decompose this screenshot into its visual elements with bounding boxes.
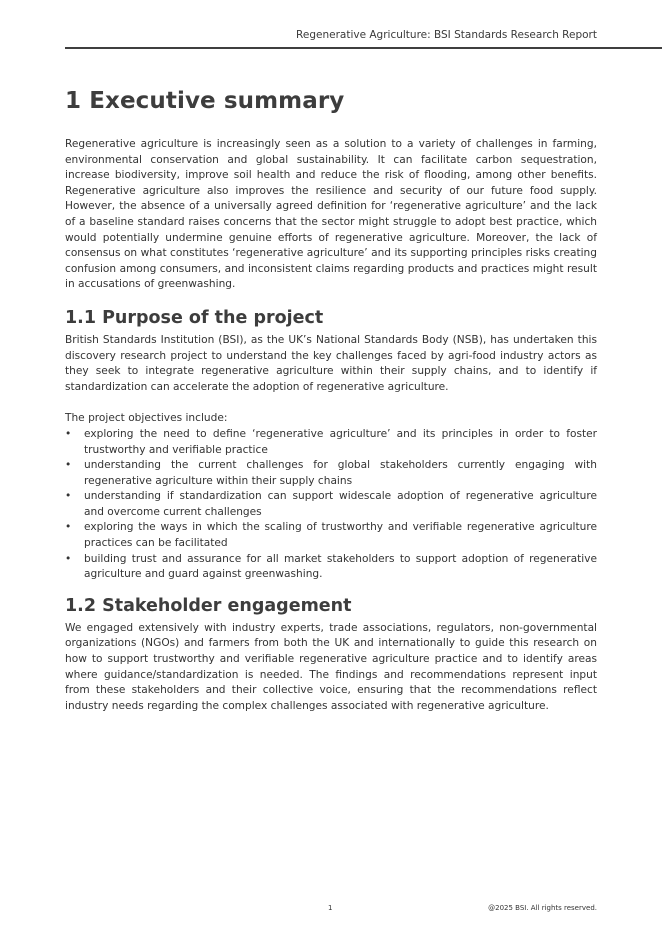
bullet-icon: • [65,552,72,565]
page-body [65,88,597,714]
stakeholder-paragraph: We engaged extensively with industry experts, trade associations, regulators, non-governmental organizations (NGOs) and farmers from both the UK and internationally to guide this research on how to support trustworthy and verifiable regenerative agriculture practice and to identify areas where guidance/standardization is needed. The findings and recommendations represent input from these stakeholders and their collective voice, ensuring that the recommendations reflect industry needs regarding the complex challenges associated with regenerative agriculture. [65,621,597,712]
section-heading-executive-summary: 1 Executive summary [65,88,345,114]
list-item-text: building trust and assurance for all market stakeholders to support adoption of regenerative agriculture and guard against greenwashing. [84,552,597,581]
executive-summary-paragraph: Regenerative agriculture is increasingly seen as a solution to a variety of challenges in farming, environmental conservation and global sustainability. It can facilitate carbon sequestration, increase biodiversity, improve soil health and reduce the risk of flooding, among other benefits. Regenerative agriculture also improves the resilience and security of our future food supply. However, the absence of a universally agreed definition for ‘regenerative agriculture’ and the lack of a baseline standard raises concerns that the sector might struggle to adopt best practice, which would potentially undermine genuine efforts of regenerative agriculture. Moreover, the lack of consensus on what constitutes ‘regenerative agriculture’ and its supporting principles risks creating confusion among consumers, and inconsistent claims regarding products and practices might result in accusations of greenwashing. [65,138,597,291]
list-item [65,427,597,458]
list-item-text: exploring the ways in which the scaling of trustworthy and verifiable regenerative agriculture practices can be facilitated [84,521,597,550]
page-number: 1 [328,904,333,912]
bullet-icon: • [65,427,72,440]
section-heading-stakeholder-engagement: 1.2 Stakeholder engagement [65,595,352,616]
list-item [65,489,597,520]
header-divider [65,47,662,49]
objectives-list [65,427,597,583]
list-item [65,458,597,489]
bullet-icon: • [65,459,72,472]
bullet-icon: • [65,490,72,503]
list-item-text: exploring the need to define ‘regenerative agriculture’ and its principles in order to foster trustworthy and verifiable practice [84,427,597,456]
list-item [65,552,597,583]
list-item-text: understanding the current challenges for global stakeholders currently engaging with regenerative agriculture within their supply chains [84,459,597,487]
bullet-icon: • [65,521,72,534]
copyright-notice: @2025 BSI. All rights reserved. [488,904,597,912]
section-heading-purpose: 1.1 Purpose of the project [65,307,324,328]
running-header: Regenerative Agriculture: BSI Standards Research Report [296,29,597,41]
purpose-paragraph: British Standards Institution (BSI), as the UK’s National Standards Body (NSB), has undertaken this discovery research project to understand the key challenges faced by agri-food industry actors as they seek to integrate regenerative agriculture within their supply chains, and to identify if standardization can accelerate the adoption of regenerative agriculture. [65,333,597,393]
list-item [65,520,597,551]
list-item-text: understanding if standardization can support widescale adoption of regenerative agriculture and overcome current challenges [84,490,597,518]
objectives-intro: The project objectives include: [65,412,228,425]
